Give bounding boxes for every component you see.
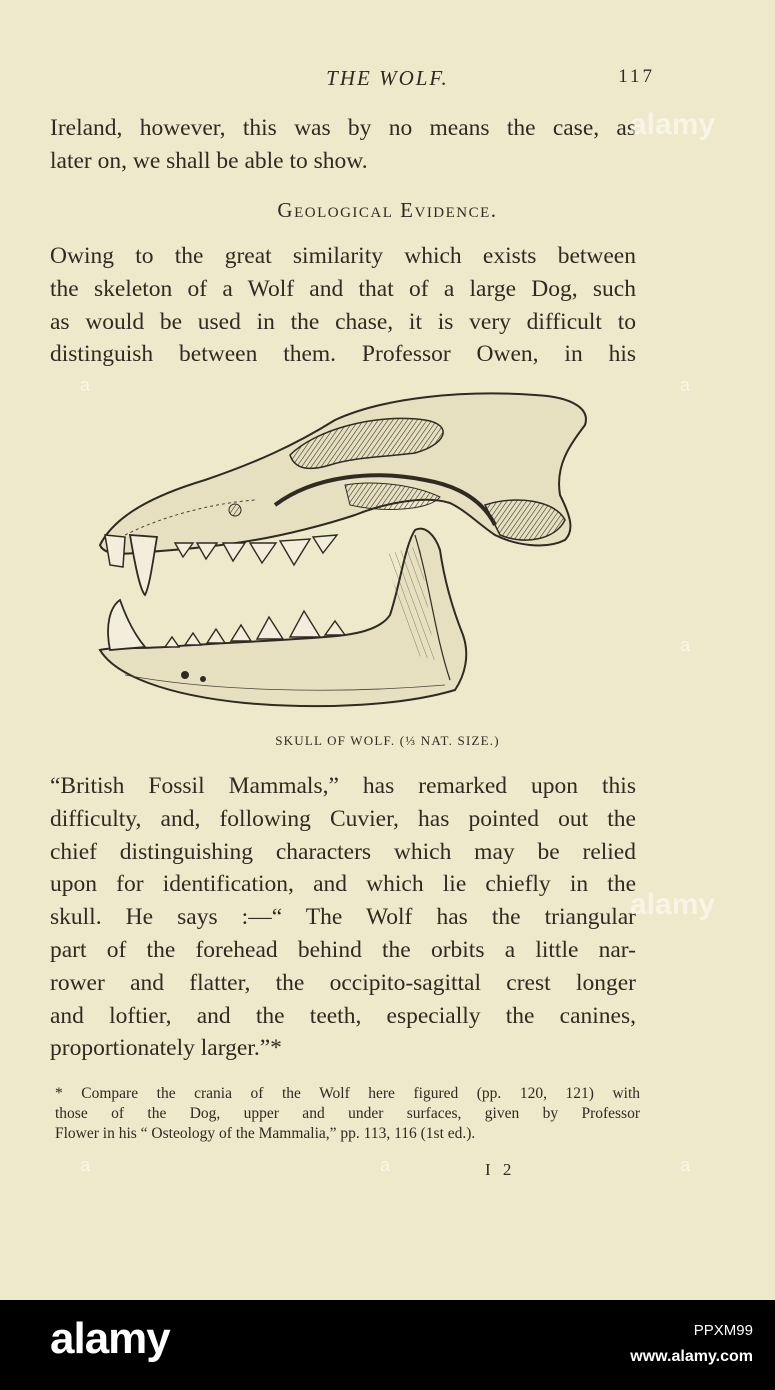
watermark-mark: a xyxy=(80,1155,91,1175)
text-line: upon for identification, and which lie chiefly in the xyxy=(50,871,636,898)
text-line: as would be used in the chase, it is very difficult to xyxy=(50,308,636,335)
watermark-mark: a xyxy=(680,375,691,395)
text-line: later on, we shall be able to show. xyxy=(50,147,368,174)
paragraph-3 xyxy=(50,770,636,1065)
text-line: the skeleton of a Wolf and that of a large Dog, such xyxy=(50,275,636,302)
watermark-mark: a xyxy=(680,635,691,655)
text-line: difficulty, and, following Cuvier, has pointed out the xyxy=(50,805,636,832)
text-line: skull. He says :—“ The Wolf has the triangular xyxy=(50,904,636,931)
running-header: THE WOLF. xyxy=(326,66,449,90)
footnote xyxy=(55,1084,640,1144)
alamy-logo: alamy xyxy=(50,1314,170,1363)
text-line: “British Fossil Mammals,” has remarked upon this xyxy=(50,773,636,799)
text-line: rower and flatter, the occipito-sagittal crest longer xyxy=(50,969,636,996)
page-number: 117 xyxy=(618,66,655,87)
text-line: distinguish between them. Professor Owen, in his xyxy=(50,341,636,368)
section-heading: Geological Evidence. xyxy=(277,198,498,222)
text-line: Ireland, however, this was by no means the case, as xyxy=(50,115,636,141)
figure-caption: SKULL OF WOLF. (⅓ NAT. SIZE.) xyxy=(275,733,500,748)
site-url: www.alamy.com xyxy=(630,1348,753,1365)
watermark-mark: a xyxy=(380,1155,391,1175)
paragraph-1 xyxy=(50,112,636,178)
text-line: chief distinguishing characters which may be relied xyxy=(50,838,636,865)
image-id: PPXM99 xyxy=(693,1322,753,1339)
watermark-mark: a xyxy=(80,375,91,395)
footnote-line: Flower in his “ Osteology of the Mammalia,” pp. 113, 116 (1st ed.). xyxy=(55,1125,476,1142)
text-line: proportionately larger.”* xyxy=(50,1035,282,1062)
text-line: and loftier, and the teeth, especially the canines, xyxy=(50,1002,636,1029)
footnote-line: * Compare the crania of the Wolf here figured (pp. 120, 121) with xyxy=(55,1085,640,1102)
watermark-bar xyxy=(0,1300,775,1390)
signature-mark: I 2 xyxy=(485,1160,516,1179)
wolf-skull-illustration xyxy=(85,385,605,725)
text-line: Owing to the great similarity which exists between xyxy=(50,243,636,269)
watermark-logo: alamy xyxy=(630,888,716,921)
text-line: part of the forehead behind the orbits a little nar- xyxy=(50,936,636,963)
footnote-line: those of the Dog, upper and under surfaces, given by Professor xyxy=(55,1105,640,1122)
watermark-logo: alamy xyxy=(630,108,716,141)
watermark-mark: a xyxy=(680,1155,691,1175)
paragraph-2 xyxy=(50,240,636,371)
